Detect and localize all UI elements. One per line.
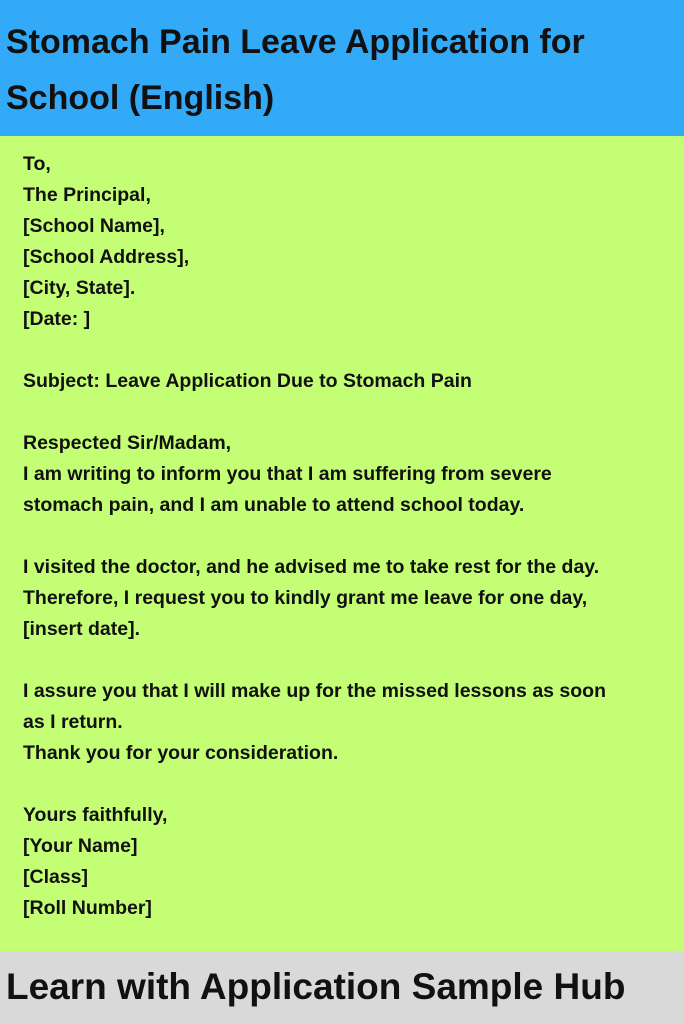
paragraph-3 — [23, 676, 662, 769]
address-line: [City, State]. — [23, 277, 136, 299]
date-line: [Date: ] — [23, 308, 91, 330]
letter-body — [0, 136, 684, 951]
paragraph-line: as I return. — [23, 711, 123, 733]
footer-banner — [0, 951, 684, 1024]
paragraph-2 — [23, 552, 662, 645]
closing-block — [23, 800, 662, 924]
address-line: The Principal, — [23, 184, 151, 206]
paragraph-line: stomach pain, and I am unable to attend school today. — [23, 494, 525, 516]
page-title-line-2: School (English) — [6, 79, 275, 117]
closing-line: Yours faithfully, — [23, 804, 168, 826]
spacer — [23, 645, 662, 676]
salutation: Respected Sir/Madam, — [23, 432, 232, 454]
paragraph-line: I assure you that I will make up for the missed lessons as soon — [23, 680, 607, 702]
paragraph-line: I visited the doctor, and he advised me to take rest for the day. — [23, 556, 600, 578]
page-title-line-1: Stomach Pain Leave Application for — [6, 23, 585, 61]
title-banner — [0, 0, 684, 136]
paragraph-line: I am writing to inform you that I am suffering from severe — [23, 463, 552, 485]
subject-line: Subject: Leave Application Due to Stomach Pain — [23, 370, 472, 392]
paragraph-line: [insert date]. — [23, 618, 141, 640]
address-line: [School Address], — [23, 246, 190, 268]
spacer — [23, 769, 662, 800]
paragraph-1 — [23, 459, 662, 521]
address-line: [School Name], — [23, 215, 165, 237]
signature-class: [Class] — [23, 866, 89, 888]
signature-name: [Your Name] — [23, 835, 138, 857]
spacer — [23, 521, 662, 552]
spacer — [23, 335, 662, 366]
signature-roll-number: [Roll Number] — [23, 897, 152, 919]
paragraph-line: Therefore, I request you to kindly grant me leave for one day, — [23, 587, 588, 609]
paragraph-line: Thank you for your consideration. — [23, 742, 339, 764]
address-line: To, — [23, 153, 51, 175]
spacer — [23, 397, 662, 428]
recipient-address — [23, 149, 662, 335]
footer-brand: Learn with Application Sample Hub — [6, 966, 626, 1007]
page-title — [6, 14, 678, 126]
